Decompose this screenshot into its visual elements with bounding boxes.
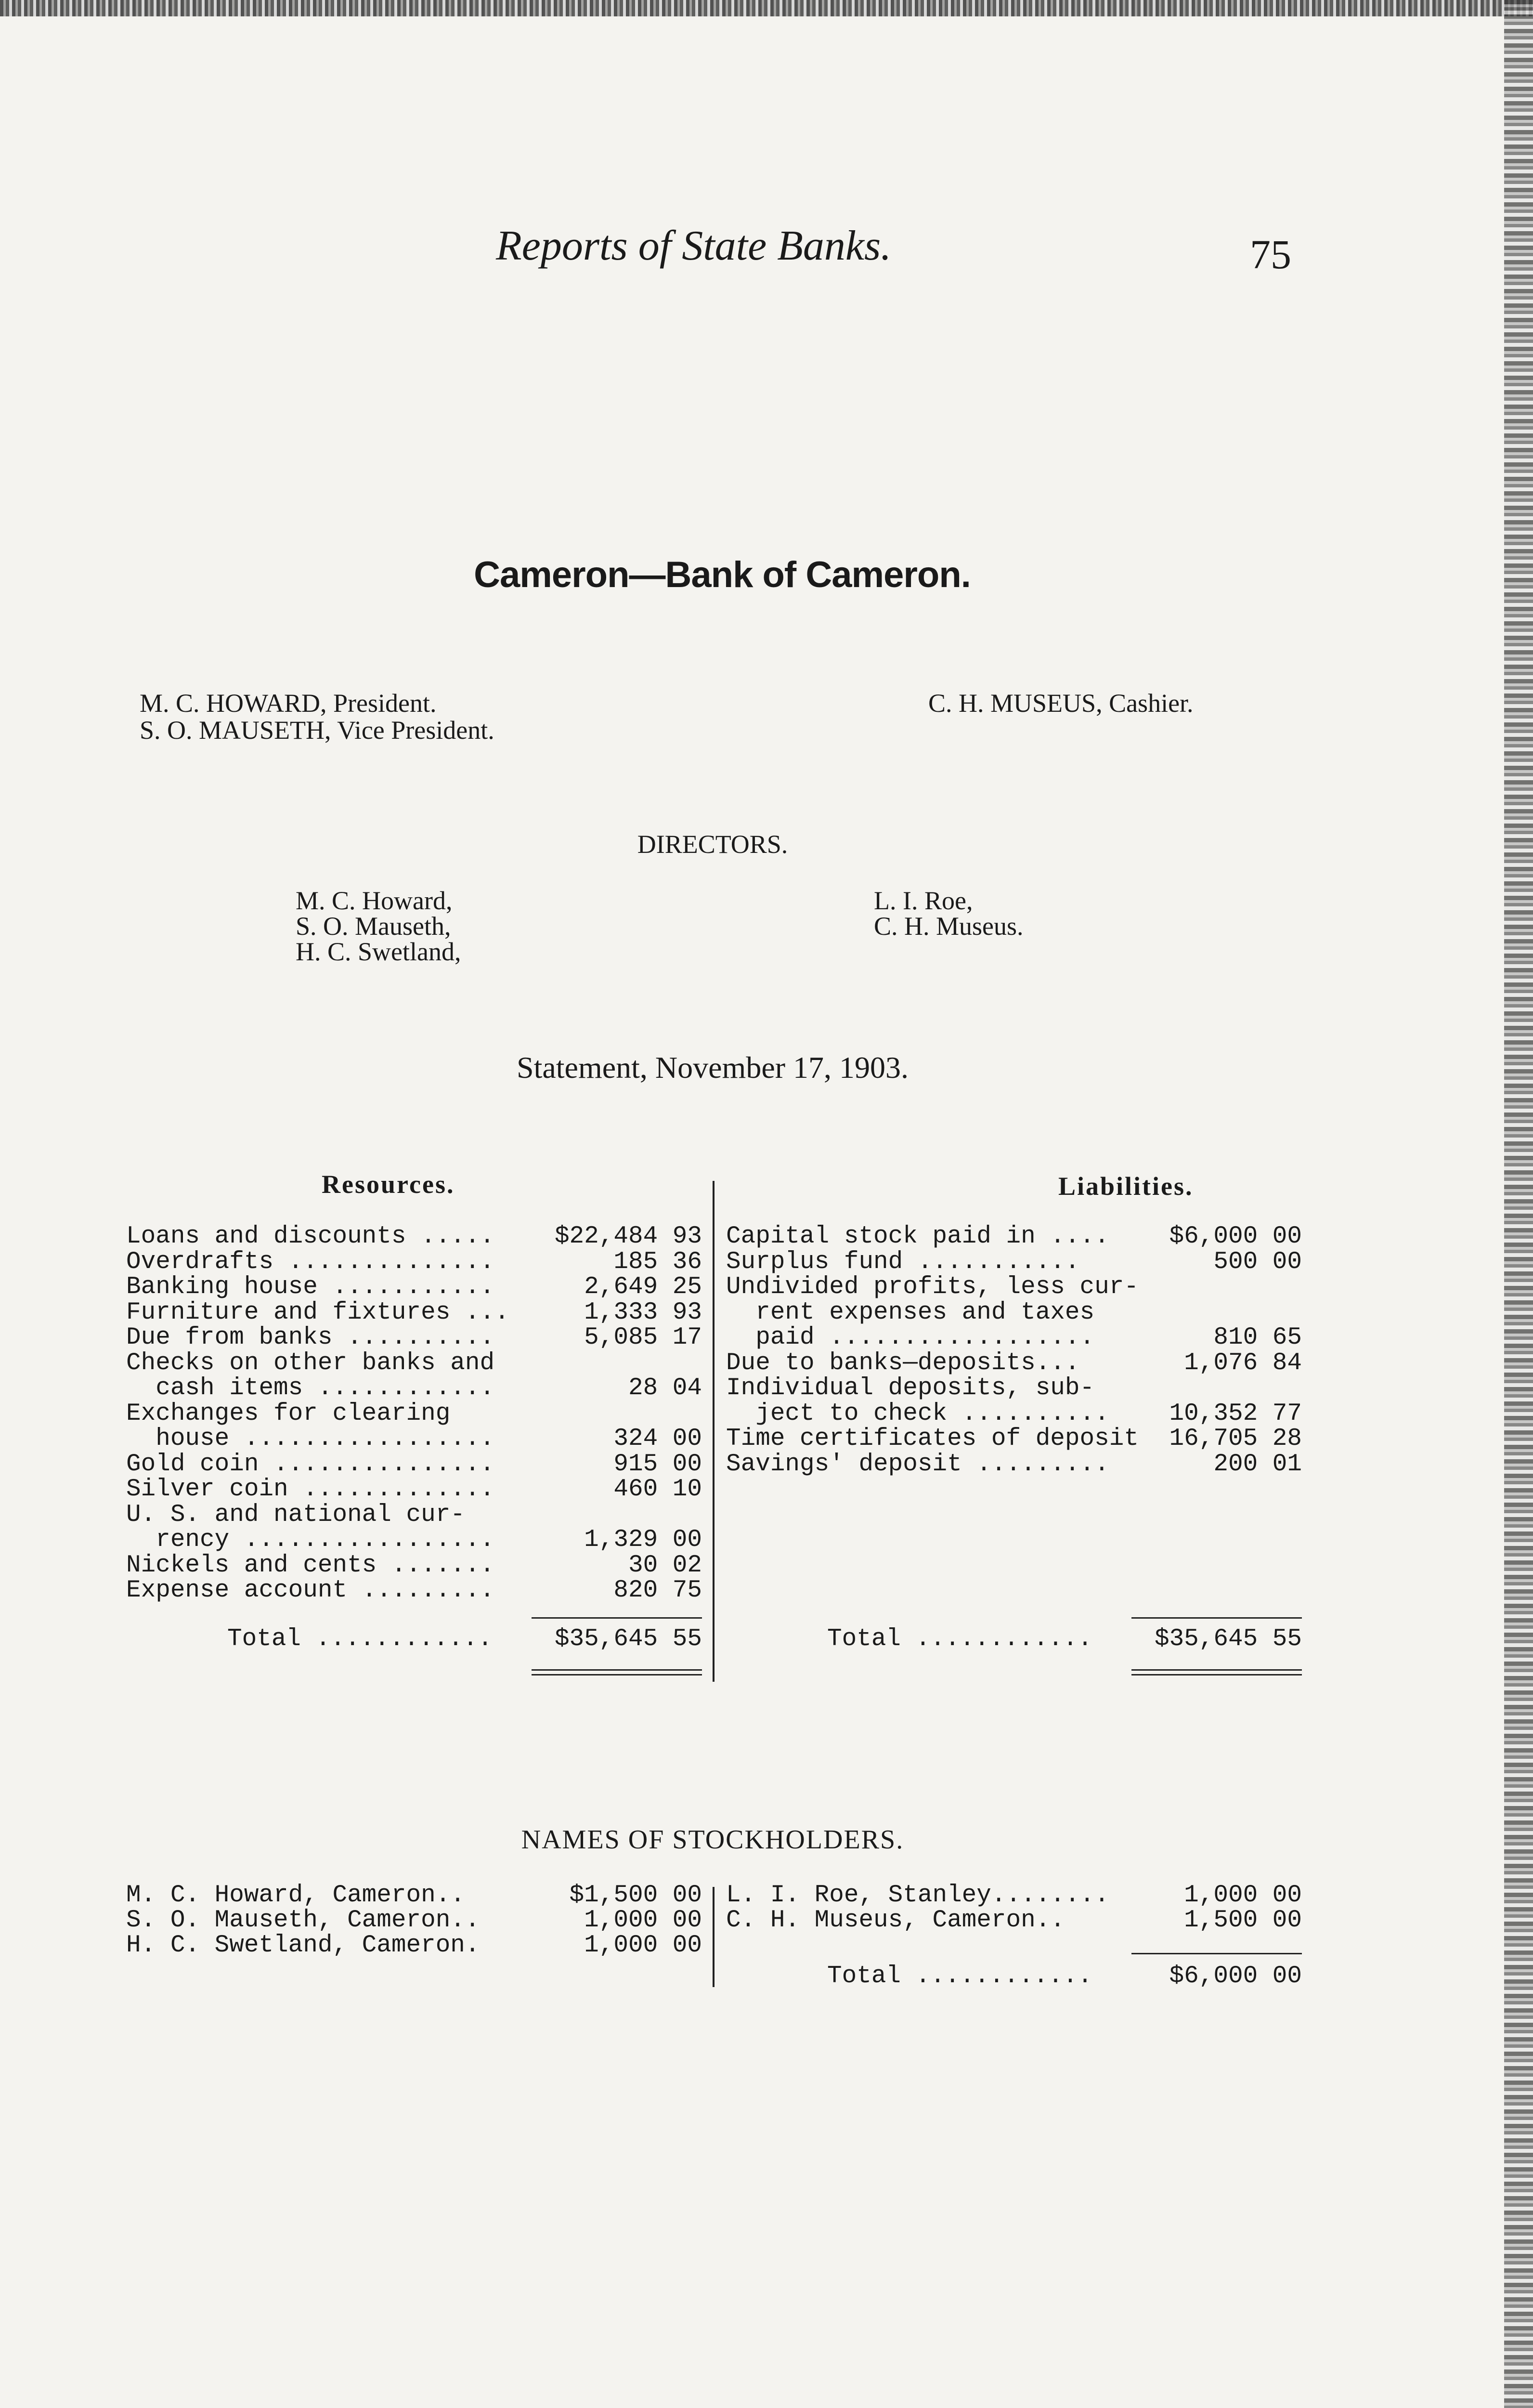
row-label: Savings' deposit ......... xyxy=(726,1450,1109,1478)
officer-cashier: C. H. MUSEUS, Cashier. xyxy=(928,689,1194,718)
row-amount: 500 00 xyxy=(1213,1248,1302,1276)
liabilities-total-rule-bottom xyxy=(1131,1669,1302,1671)
table-row xyxy=(126,1883,702,1908)
stockholders-divider xyxy=(713,1887,715,1987)
scan-edge-top xyxy=(0,0,1533,16)
row-amount: 5,085 17 xyxy=(584,1324,702,1351)
row-label: Furniture and fixtures ... xyxy=(126,1298,509,1326)
table-row xyxy=(126,1908,702,1933)
directors-list-right xyxy=(874,888,1024,939)
row-label: Loans and discounts ..... xyxy=(126,1223,495,1250)
row-label: C. H. Museus, Cameron.. xyxy=(726,1907,1065,1934)
officer-vice-president: S. O. MAUSETH, Vice President. xyxy=(140,716,494,745)
row-amount: 200 01 xyxy=(1213,1450,1302,1478)
row-amount: 1,076 84 xyxy=(1184,1349,1302,1377)
liabilities-total-row xyxy=(726,1627,1302,1656)
row-label: Overdrafts .............. xyxy=(126,1248,495,1276)
row-label: Individual deposits, sub- xyxy=(726,1374,1095,1402)
table-row xyxy=(726,1908,1302,1933)
table-row xyxy=(726,1224,1302,1249)
officers-list xyxy=(140,690,494,744)
table-row xyxy=(726,1401,1302,1426)
row-label: L. I. Roe, Stanley........ xyxy=(726,1882,1109,1909)
stockholders-list-left xyxy=(126,1883,702,1970)
row-label: Capital stock paid in .... xyxy=(726,1223,1109,1250)
row-label: rency ................. xyxy=(126,1526,495,1554)
row-amount: 820 75 xyxy=(613,1577,702,1604)
running-head: Reports of State Banks. xyxy=(496,222,892,269)
stockholders-total-rule xyxy=(1131,1953,1302,1954)
row-amount: 30 02 xyxy=(628,1551,702,1579)
table-row xyxy=(126,1250,702,1275)
total-label: Total ............ xyxy=(827,1625,1092,1653)
stockholders-heading: NAMES OF STOCKHOLDERS. xyxy=(521,1825,904,1855)
table-row xyxy=(126,1224,702,1249)
row-label: M. C. Howard, Cameron.. xyxy=(126,1882,465,1909)
page-number: 75 xyxy=(1250,231,1291,277)
table-row xyxy=(726,1300,1302,1325)
row-label: H. C. Swetland, Cameron. xyxy=(126,1932,480,1959)
row-label: Gold coin ............... xyxy=(126,1450,495,1478)
table-row xyxy=(126,1351,702,1376)
table-row xyxy=(126,1528,702,1553)
row-label: Due to banks—deposits... xyxy=(726,1349,1080,1377)
row-label: Surplus fund ........... xyxy=(726,1248,1080,1276)
bank-title: Cameron—Bank of Cameron. xyxy=(474,554,971,595)
liabilities-total-amount: $35,645 55 xyxy=(1154,1625,1302,1653)
total-label: Total ............ xyxy=(827,1963,1092,1990)
director-name: H. C. Swetland, xyxy=(296,937,461,966)
row-amount: 10,352 77 xyxy=(1169,1400,1302,1427)
resources-table xyxy=(126,1224,702,1619)
officer-president: M. C. HOWARD, President. xyxy=(140,689,437,718)
director-name: C. H. Museus. xyxy=(874,912,1024,941)
row-label: Time certificates of deposit xyxy=(726,1425,1139,1453)
directors-heading: DIRECTORS. xyxy=(637,830,788,859)
table-row xyxy=(126,1477,702,1502)
liabilities-table xyxy=(726,1224,1302,1619)
table-row xyxy=(126,1376,702,1401)
total-label: Total ............ xyxy=(227,1625,493,1653)
row-label: rent expenses and taxes xyxy=(726,1298,1095,1326)
liabilities-total-rule-top xyxy=(1131,1617,1302,1619)
row-label: Nickels and cents ....... xyxy=(126,1551,495,1579)
row-label: S. O. Mauseth, Cameron.. xyxy=(126,1907,480,1934)
row-amount: 1,500 00 xyxy=(1184,1907,1302,1934)
row-amount: 2,649 25 xyxy=(584,1273,702,1301)
table-row xyxy=(726,1452,1302,1477)
row-label: Checks on other banks and xyxy=(126,1349,495,1377)
table-row xyxy=(126,1503,702,1528)
resources-total-rule-bottom xyxy=(532,1669,702,1671)
row-amount: 185 36 xyxy=(613,1248,702,1276)
row-label: house ................. xyxy=(126,1425,495,1453)
table-row xyxy=(726,1426,1302,1452)
director-name: S. O. Mauseth, xyxy=(296,912,451,941)
row-amount: $1,500 00 xyxy=(569,1882,702,1909)
scan-edge-right xyxy=(1504,0,1533,2408)
row-label: Exchanges for clearing xyxy=(126,1400,451,1427)
row-label: cash items ............ xyxy=(126,1374,495,1402)
row-amount: 28 04 xyxy=(628,1374,702,1402)
liabilities-total-rule-bottom2 xyxy=(1131,1674,1302,1675)
resources-total-rule-top xyxy=(532,1617,702,1619)
table-row xyxy=(126,1325,702,1350)
row-label: ject to check .......... xyxy=(726,1400,1109,1427)
director-name: L. I. Roe, xyxy=(874,886,973,915)
row-amount: 1,329 00 xyxy=(584,1526,702,1554)
row-amount: $22,484 93 xyxy=(554,1223,702,1250)
table-row xyxy=(126,1452,702,1477)
resources-total-row xyxy=(126,1627,702,1656)
table-row xyxy=(126,1578,702,1603)
row-amount: 915 00 xyxy=(613,1450,702,1478)
resources-total-rule-bottom2 xyxy=(532,1674,702,1675)
table-row xyxy=(726,1376,1302,1401)
row-label: U. S. and national cur- xyxy=(126,1501,465,1529)
column-divider xyxy=(713,1181,715,1682)
table-row xyxy=(126,1275,702,1300)
row-amount: 324 00 xyxy=(613,1425,702,1453)
row-label: Silver coin ............. xyxy=(126,1476,495,1503)
table-row xyxy=(726,1351,1302,1376)
resources-heading: Resources. xyxy=(322,1170,455,1199)
table-row xyxy=(726,1325,1302,1350)
director-name: M. C. Howard, xyxy=(296,886,453,915)
row-amount: 16,705 28 xyxy=(1169,1425,1302,1453)
row-amount: $6,000 00 xyxy=(1169,1223,1302,1250)
stockholders-total-row xyxy=(726,1964,1302,1993)
statement-title: Statement, November 17, 1903. xyxy=(516,1050,909,1085)
resources-total-amount: $35,645 55 xyxy=(554,1625,702,1653)
row-label: Expense account ......... xyxy=(126,1577,495,1604)
table-row xyxy=(726,1883,1302,1908)
row-amount: 460 10 xyxy=(613,1476,702,1503)
table-row xyxy=(726,1250,1302,1275)
row-amount: 1,000 00 xyxy=(1184,1882,1302,1909)
row-label: Undivided profits, less cur- xyxy=(726,1273,1139,1301)
directors-list-left xyxy=(296,888,461,965)
table-row xyxy=(126,1553,702,1578)
table-row xyxy=(726,1275,1302,1300)
table-row xyxy=(126,1300,702,1325)
table-row xyxy=(126,1401,702,1426)
liabilities-heading: Liabilities. xyxy=(1058,1172,1194,1201)
stockholders-total-amount: $6,000 00 xyxy=(1169,1963,1302,1990)
row-amount: 1,333 93 xyxy=(584,1298,702,1326)
row-amount: 810 65 xyxy=(1213,1324,1302,1351)
row-label: paid .................. xyxy=(726,1324,1095,1351)
table-row xyxy=(126,1933,702,1958)
row-label: Due from banks .......... xyxy=(126,1324,495,1351)
row-amount: 1,000 00 xyxy=(584,1932,702,1959)
table-row xyxy=(126,1426,702,1452)
row-amount: 1,000 00 xyxy=(584,1907,702,1934)
row-label: Banking house ........... xyxy=(126,1273,495,1301)
